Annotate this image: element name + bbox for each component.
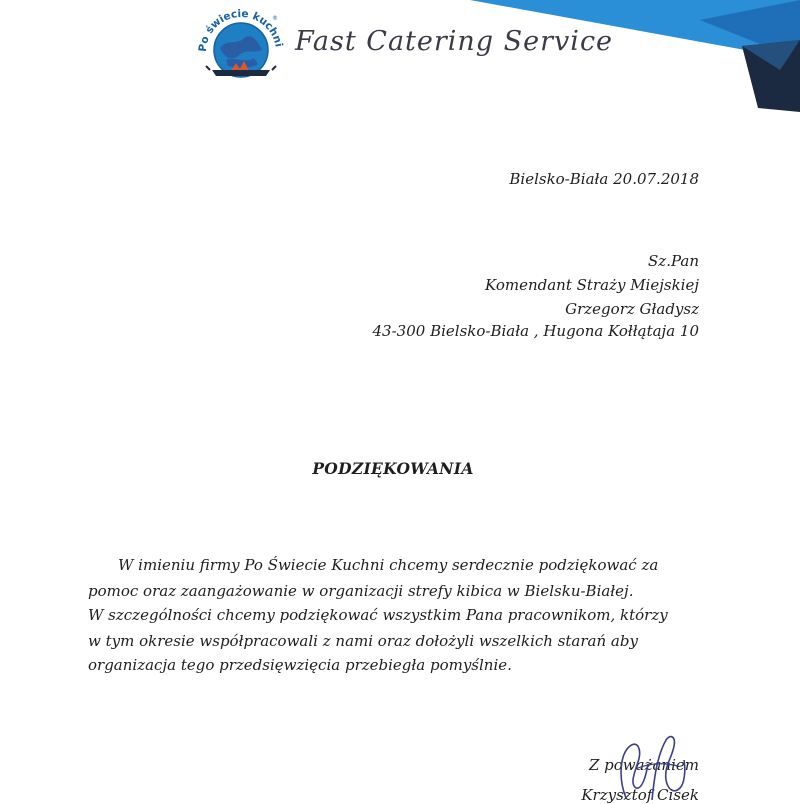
signer-name: Krzysztof Cisek <box>581 786 699 804</box>
company-name: Fast Catering Service <box>295 26 614 57</box>
body-line: W szczególności chcemy podziękować wszystkim Pana pracownikom, którzy <box>88 606 668 624</box>
body-line: pomoc oraz zaangażowanie w organizacji strefy kibica w Bielsku-Białej. <box>88 582 634 600</box>
date-line: Bielsko-Biała 20.07.2018 <box>509 170 699 188</box>
recipient-line: Grzegorz Gładysz <box>565 300 699 318</box>
recipient-line: Sz.Pan <box>648 252 699 270</box>
letter-title: PODZIĘKOWANIA <box>312 459 474 478</box>
recipient-line: Komendant Straży Miejskiej <box>485 276 699 294</box>
body-line: organizacja tego przedsięwzięcia przebiegła pomyślnie. <box>88 656 512 674</box>
handwritten-signature <box>608 728 700 800</box>
svg-text:®: ® <box>272 15 278 22</box>
company-logo <box>196 8 286 86</box>
body-line: w tym okresie współpracowali z nami oraz dołożyli wszelkich starań aby <box>88 632 638 650</box>
logo-text: Po świecie kuchni <box>196 8 285 53</box>
body-line: W imieniu firmy Po Świecie Kuchni chcemy serdecznie podziękować za <box>118 556 659 574</box>
recipient-line: 43-300 Bielsko-Biała , Hugona Kołłątaja 10 <box>372 322 699 340</box>
closing-line: Z poważaniem <box>588 756 699 774</box>
